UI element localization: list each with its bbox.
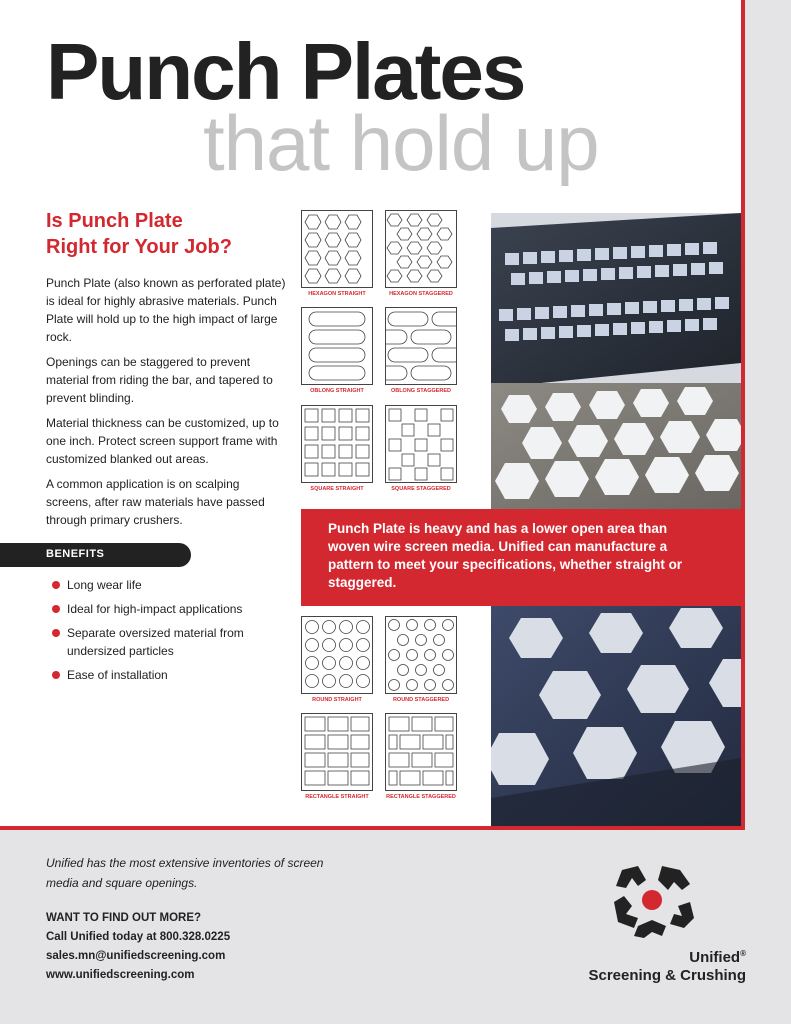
page-title: Punch Plates xyxy=(46,27,525,116)
benefits-header xyxy=(0,543,191,567)
section-heading-line2: Right for Your Job? xyxy=(46,236,232,258)
logo-mark-icon xyxy=(604,862,700,942)
pattern-caption: RECTANGLE STRAIGHT xyxy=(305,794,369,800)
bullet-dot-icon xyxy=(52,581,60,589)
round-straight-pattern-icon xyxy=(301,616,373,694)
company-name xyxy=(554,945,746,985)
section-heading xyxy=(46,208,286,260)
round-staggered-pattern-icon xyxy=(385,616,457,694)
benefit-item xyxy=(52,666,292,684)
rectangle-straight-pattern-icon xyxy=(301,713,373,791)
pattern-tile-rectangle-staggered xyxy=(385,713,457,801)
pattern-caption: ROUND STRAIGHT xyxy=(312,697,362,703)
benefit-text: Separate oversized material from undersized particles xyxy=(67,626,244,658)
company-name-line2: Screening & Crushing xyxy=(588,967,746,984)
contact-website-link[interactable]: www.unifiedscreening.com xyxy=(46,969,195,981)
pattern-tile-hexagon-straight xyxy=(301,210,373,298)
callout-text: Punch Plate is heavy and has a lower open area than woven wire screen media. Unified can manufacture a pattern to meet your specifications, whether straight or staggered. xyxy=(328,521,683,590)
intro-paragraph: Punch Plate (also known as perforated plate) is ideal for highly abrasive materials. Punch Plate will hold up to the high impact of large rock. xyxy=(46,276,286,344)
intro-paragraph: Openings can be staggered to prevent material from riding the bar, and tapered to prevent blinding. xyxy=(46,355,273,405)
registered-mark: ® xyxy=(740,949,746,958)
hexagon-staggered-pattern-icon xyxy=(385,210,457,288)
benefit-text: Long wear life xyxy=(67,578,142,592)
rectangle-staggered-pattern-icon xyxy=(385,713,457,791)
benefit-text: Ideal for high-impact applications xyxy=(67,602,243,616)
contact-phone: Call Unified today at 800.328.0225 xyxy=(46,931,231,943)
benefits-label: BENEFITS xyxy=(46,548,105,560)
contact-email-link[interactable]: sales.mn@unifiedscreening.com xyxy=(46,950,226,962)
hexagon-straight-pattern-icon xyxy=(301,210,373,288)
pattern-caption: HEXAGON STRAIGHT xyxy=(308,291,366,297)
pattern-tile-square-straight xyxy=(301,405,373,493)
pattern-caption: OBLONG STRAIGHT xyxy=(310,388,364,394)
right-margin-band xyxy=(745,0,791,830)
pattern-tile-square-staggered xyxy=(385,405,457,493)
pattern-caption: SQUARE STRAIGHT xyxy=(310,486,364,492)
bullet-dot-icon xyxy=(52,629,60,637)
intro-body xyxy=(46,274,286,536)
benefit-item xyxy=(52,576,292,594)
pattern-caption: HEXAGON STAGGERED xyxy=(389,291,453,297)
benefit-text: Ease of installation xyxy=(67,668,168,682)
bullet-dot-icon xyxy=(52,671,60,679)
pattern-tile-oblong-straight xyxy=(301,307,373,395)
square-staggered-pattern-icon xyxy=(385,405,457,483)
contact-block xyxy=(46,909,230,985)
section-heading-line1: Is Punch Plate xyxy=(46,210,183,232)
pattern-tile-round-staggered xyxy=(385,616,457,704)
intro-paragraph: Material thickness can be customized, up to one inch. Protect screen support frame with customized blanked out areas. xyxy=(46,416,279,466)
pattern-caption: OBLONG STAGGERED xyxy=(390,388,452,394)
pattern-tile-rectangle-straight xyxy=(301,713,373,801)
company-name-unified: Unified xyxy=(689,949,741,966)
oblong-straight-pattern-icon xyxy=(301,307,373,385)
oblong-staggered-pattern-icon xyxy=(385,307,457,385)
benefit-item xyxy=(52,600,292,618)
pattern-tile-round-straight xyxy=(301,616,373,704)
company-name-line1 xyxy=(554,945,746,967)
footer-tagline: Unified has the most extensive inventories of screen media and square openings. xyxy=(46,856,324,890)
pattern-tile-oblong-staggered xyxy=(385,307,457,395)
page-subtitle: that hold up xyxy=(203,99,599,187)
pattern-caption: ROUND STAGGERED xyxy=(392,697,450,703)
contact-cta: WANT TO FIND OUT MORE? xyxy=(46,912,202,924)
pattern-caption: RECTANGLE STAGGERED xyxy=(386,794,456,800)
callout-box xyxy=(301,509,741,606)
intro-paragraph: A common application is on scalping screens, after raw materials have passed through primary crushers. xyxy=(46,477,265,527)
pattern-tile-hexagon-staggered xyxy=(385,210,457,298)
benefits-list xyxy=(52,576,292,690)
pattern-caption: SQUARE STAGGERED xyxy=(391,486,451,492)
benefit-item xyxy=(52,624,292,660)
square-straight-pattern-icon xyxy=(301,405,373,483)
unified-logo-icon xyxy=(604,862,700,942)
right-red-stripe xyxy=(741,0,745,830)
bullet-dot-icon xyxy=(52,605,60,613)
